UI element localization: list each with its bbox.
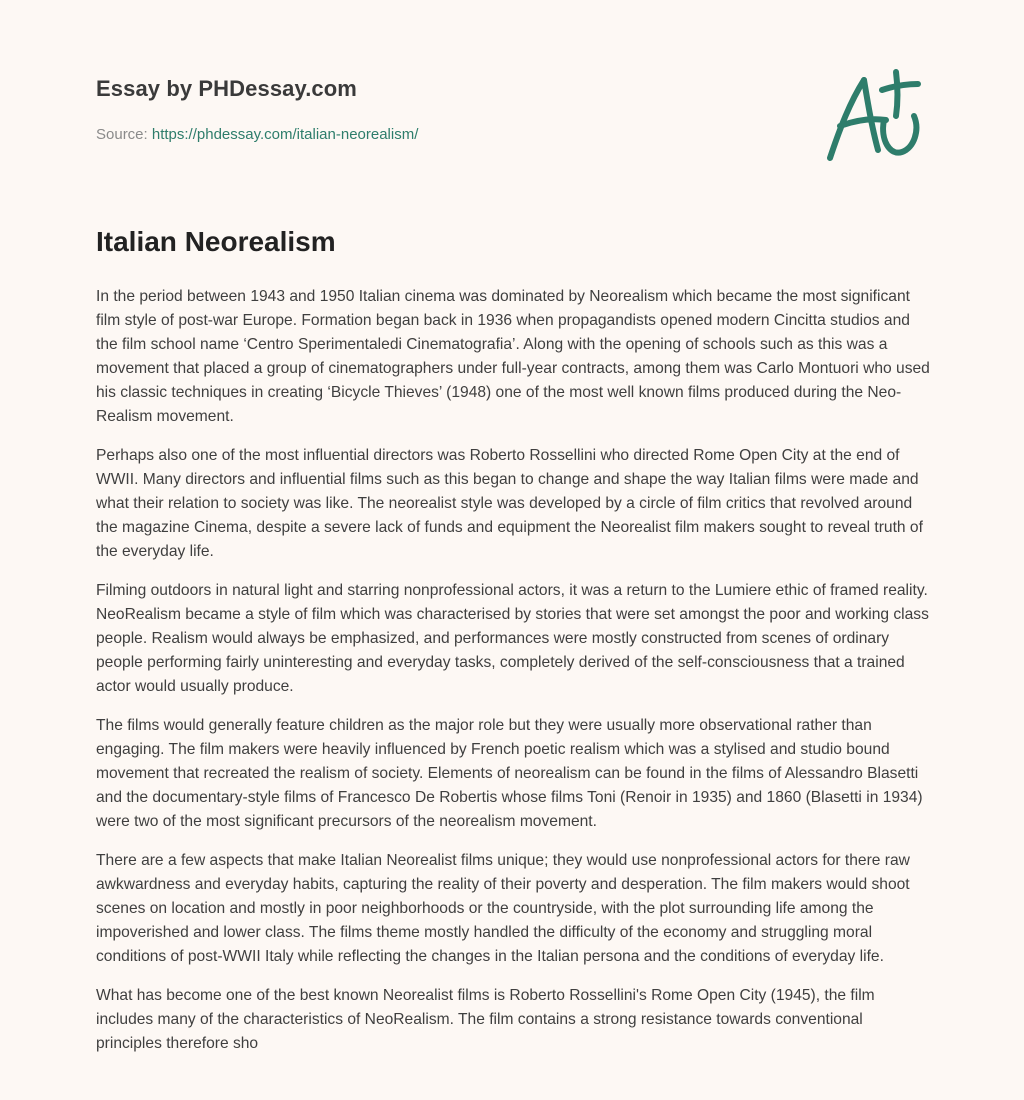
source-link[interactable]: https://phdessay.com/italian-neorealism/ xyxy=(151,126,419,143)
site-brand: Essay by PHDessay.com xyxy=(96,76,357,101)
essay-title: Italian Neorealism xyxy=(96,226,336,257)
essay-paragraph: The films would generally feature children as the major role but they were usually more observational rather than engaging. The film makers were heavily influenced by French poetic realism which was a stylised and studio bound movement that recreated the realism of society. Elements of neorealism can be found in the films of Alessandro Blasetti and the documentary-style films of Francesco De Robertis whose films Toni (Renoir in 1935) and 1860 (Blasetti in 1934) were two of the most significant precursors of the neorealism movement. xyxy=(96,717,923,830)
essay-body xyxy=(96,285,930,1071)
essay-paragraph: Filming outdoors in natural light and starring nonprofessional actors, it was a return to the Lumiere ethic of framed reality. NeoRealism became a style of film which was characterised by stories that were set amongst the poor and working class people. Realism would always be emphasized, and performances were mostly constructed from scenes of ordinary people performing fairly uninteresting and everyday tasks, completely derived of the self-consciousness that a trained actor would usually produce. xyxy=(96,582,929,695)
essay-paragraph: There are a few aspects that make Italian Neorealist films unique; they would use nonprofessional actors for there raw awkwardness and everyday habits, capturing the reality of their poverty and desperation. The film makers would shoot scenes on location and mostly in poor neighborhoods or the countryside, with the plot surrounding life among the impoverished and lower class. The films theme mostly handled the difficulty of the economy and struggling moral conditions of post-WWII Italy while reflecting the changes in the Italian persona and the conditions of everyday life. xyxy=(96,852,910,965)
source-line xyxy=(96,126,936,143)
a-plus-logo-icon xyxy=(822,66,930,166)
essay-header xyxy=(96,76,936,143)
essay-paragraph: In the period between 1943 and 1950 Italian cinema was dominated by Neorealism which became the most significant film style of post-war Europe. Formation began back in 1936 when propagandists opened modern Cincitta studios and the film school name ‘Centro Sperimentaledi Cinematografia’. Along with the opening of schools such as this was a movement that placed a group of cinematographers under full-year contracts, among them was Carlo Montuori who used his classic techniques in creating ‘Bicycle Thieves’ (1948) one of the most well known films produced during the Neo-Realism movement. xyxy=(96,288,930,425)
source-label: Source: xyxy=(96,126,148,143)
essay-paragraph: What has become one of the best known Neorealist films is Roberto Rossellini's Rome Open City (1945), the film includes many of the characteristics of NeoRealism. The film contains a strong resistance towards conventional principles therefore sho xyxy=(96,987,875,1052)
essay-paragraph: Perhaps also one of the most influential directors was Roberto Rossellini who directed Rome Open City at the end of WWII. Many directors and influential films such as this began to change and shape the way Italian films were made and what their relation to society was like. The neorealist style was developed by a circle of film critics that revolved around the magazine Cinema, despite a severe lack of funds and equipment the Neorealist film makers sought to reveal truth of the everyday life. xyxy=(96,447,923,560)
